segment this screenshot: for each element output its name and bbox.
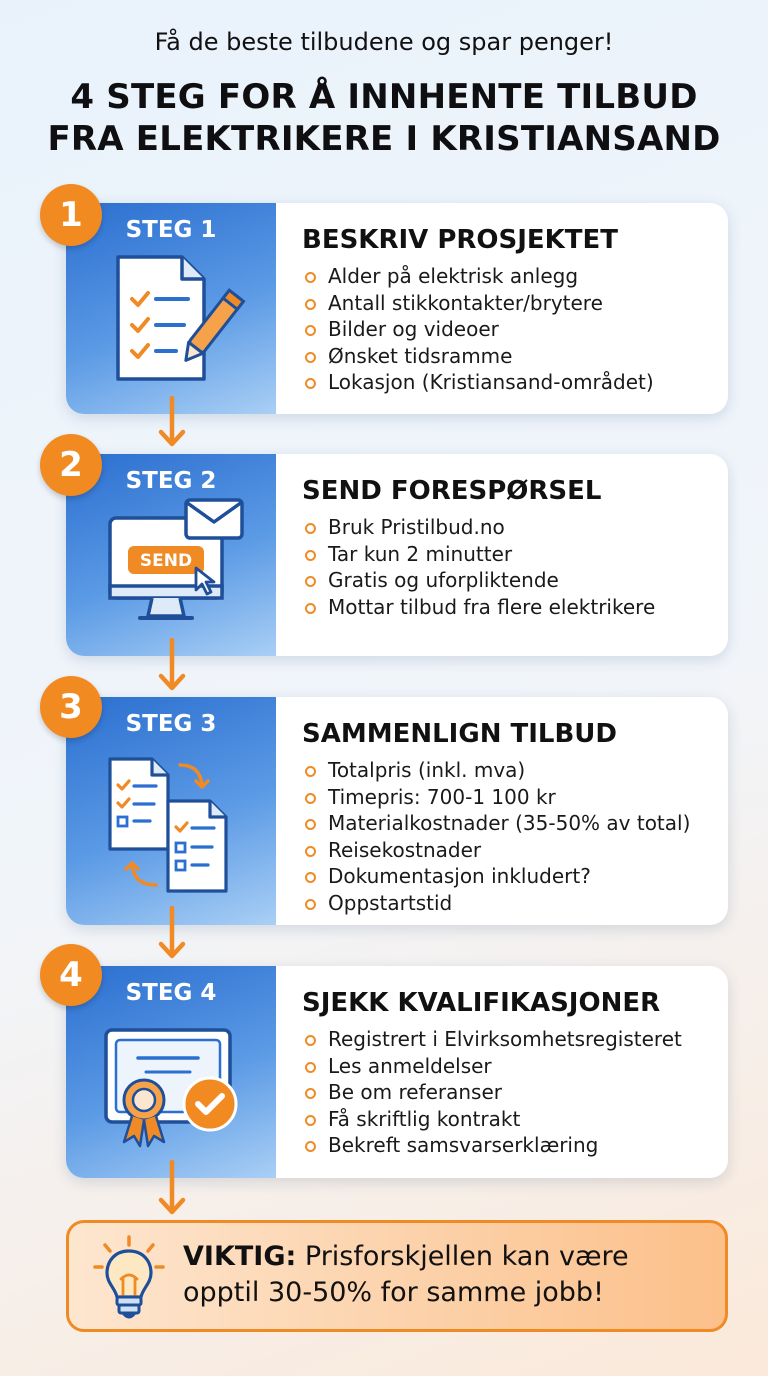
step-1-list [302,263,718,396]
step-2-label: STEG 2 [125,468,217,494]
step-3-card [66,697,728,925]
compare-documents-icon [96,755,246,895]
list-item: Totalpris (inkl. mva) [302,757,718,784]
list-item: Mottar tilbud fra flere elektrikere [302,594,718,621]
step-2-list [302,514,718,620]
important-note-banner [66,1220,728,1332]
page-title [0,76,768,160]
monitor-send-envelope-icon [96,498,246,628]
list-item: Bekreft samsvarserklæring [302,1132,718,1159]
step-4-panel [66,966,276,1178]
certificate-check-icon [98,1024,248,1154]
step-3-number-badge: 3 [40,676,102,738]
list-item: Materialkostnader (35-50% av total) [302,810,718,837]
step-4-card [66,966,728,1178]
step-2-card [66,454,728,656]
title-line-2: FRA ELEKTRIKERE I KRISTIANSAND [47,119,721,159]
step-4-number-badge: 4 [40,944,102,1006]
arrow-down-icon [157,638,187,692]
step-1-number-badge: 1 [40,184,102,246]
note-line-1 [183,1239,711,1275]
step-3-heading: SAMMENLIGN TILBUD [302,719,617,749]
list-item: Timepris: 700-1 100 kr [302,784,718,811]
note-text-line-2: opptil 30-50% for samme jobb! [183,1277,604,1308]
list-item: Reisekostnader [302,837,718,864]
page-subtitle: Få de beste tilbudene og spar penger! [154,28,614,56]
list-item: Antall stikkontakter/brytere [302,290,718,317]
list-item: Gratis og uforpliktende [302,567,718,594]
step-2-heading: SEND FORESPØRSEL [302,476,602,506]
lightbulb-icon [91,1235,167,1323]
list-item: Les anmeldelser [302,1053,718,1080]
note-text-line-1: Prisforskjellen kan være [304,1241,629,1272]
title-line-1: 4 STEG FOR Å INNHENTE TILBUD [70,77,698,117]
list-item: Tar kun 2 minutter [302,541,718,568]
list-item: Alder på elektrisk anlegg [302,263,718,290]
step-4-label: STEG 4 [125,980,217,1006]
list-item: Bruk Pristilbud.no [302,514,718,541]
arrow-down-icon [157,396,187,448]
step-3-label: STEG 3 [125,711,217,737]
step-2-number-badge: 2 [40,434,102,496]
step-3-panel [66,697,276,925]
send-button-graphic-text: SEND [139,551,193,571]
list-item: Dokumentasjon inkludert? [302,863,718,890]
step-1-heading: BESKRIV PROSJEKTET [302,225,619,255]
step-3-list [302,757,718,916]
list-item: Bilder og videoer [302,316,718,343]
important-note-text [183,1239,711,1311]
step-1-panel [66,203,276,414]
step-4-heading: SJEKK KVALIFIKASJONER [302,988,661,1018]
list-item: Få skriftlig kontrakt [302,1106,718,1133]
arrow-down-icon [157,1160,187,1216]
step-4-list [302,1026,718,1159]
step-2-panel [66,454,276,656]
step-1-card [66,203,728,414]
note-label: VIKTIG: [183,1241,297,1272]
arrow-down-icon [157,906,187,960]
step-1-label: STEG 1 [125,217,217,243]
document-checklist-pencil-icon [96,253,246,383]
list-item: Ønsket tidsramme [302,343,718,370]
list-item: Lokasjon (Kristiansand-området) [302,369,718,396]
list-item: Registrert i Elvirksomhetsregisteret [302,1026,718,1053]
list-item: Oppstartstid [302,890,718,917]
list-item: Be om referanser [302,1079,718,1106]
